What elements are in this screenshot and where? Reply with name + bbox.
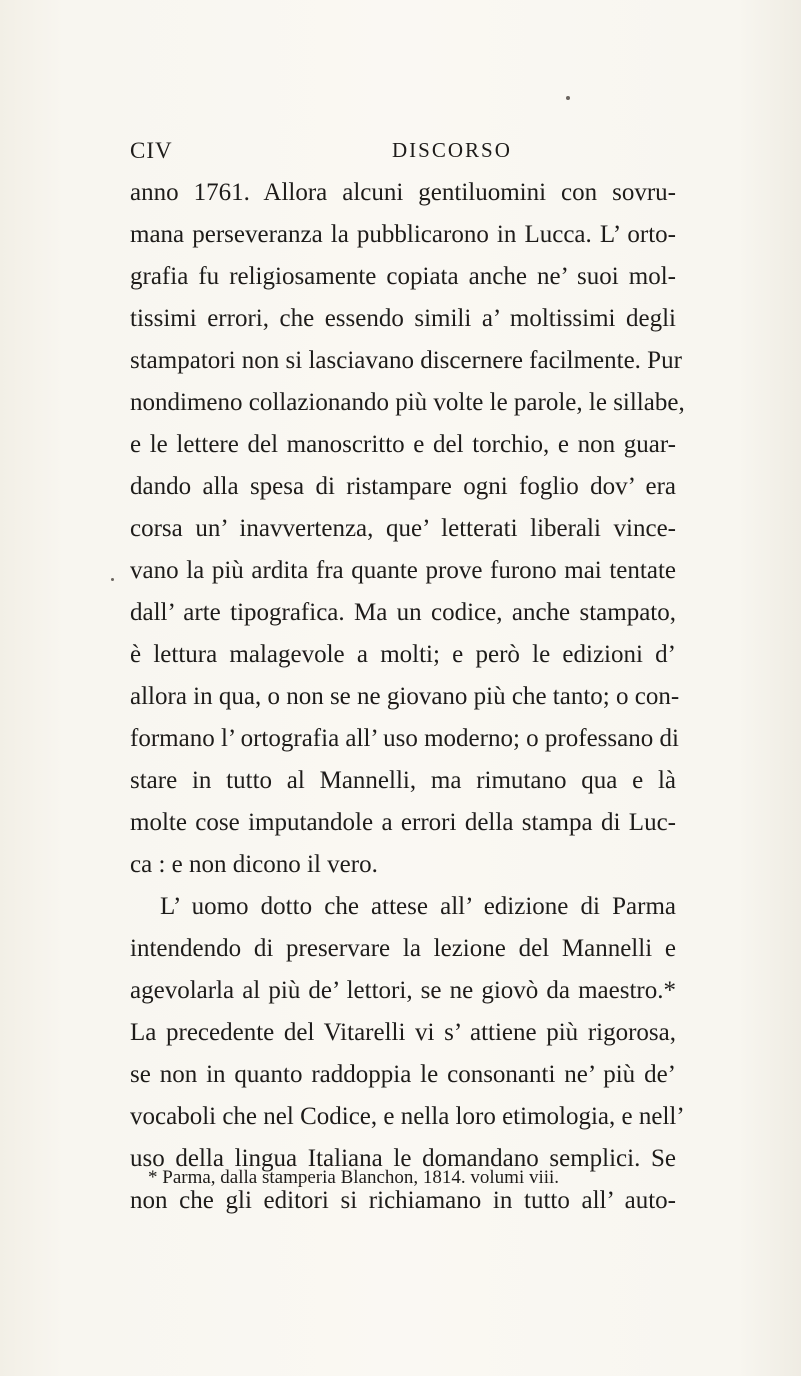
page-header	[0, 138, 801, 168]
text-line: non che gli editori si richiamano in tutto all’ auto-	[130, 1187, 676, 1214]
text-line: dando alla spesa di ristampare ogni foglio dov’ era	[130, 473, 676, 500]
text-line: anno 1761. Allora alcuni gentiluomini con sovru-	[130, 179, 676, 206]
ink-speck	[566, 96, 570, 100]
text-line: e le lettere del manoscritto e del torchio, e non guar-	[130, 431, 676, 458]
text-line: L’ uomo dotto che attese all’ edizione di Parma	[160, 893, 676, 920]
text-line: dall’ arte tipografica. Ma un codice, anche stampato,	[130, 599, 676, 626]
text-line: corsa un’ inavvertenza, que’ letterati liberali vince-	[130, 515, 676, 542]
text-line: molte cose imputandole a errori della stampa di Luc-	[130, 809, 676, 836]
text-line: vocaboli che nel Codice, e nella loro etimologia, e nell’	[130, 1103, 685, 1130]
text-line: agevolarla al più de’ lettori, se ne giovò da maestro.*	[130, 977, 676, 1004]
body-text	[130, 172, 685, 1222]
text-line: grafia fu religiosamente copiata anche ne’ suoi mol-	[130, 263, 676, 290]
text-line: stare in tutto al Mannelli, ma rimutano qua e là	[130, 767, 676, 794]
text-line: La precedente del Vitarelli vi s’ attiene più rigorosa,	[130, 1019, 676, 1046]
text-line: mana perseveranza la pubblicarono in Lucca. L’ orto-	[130, 221, 676, 248]
text-line: nondimeno collazionando più volte le parole, le sillabe,	[130, 389, 685, 416]
text-line: ca : e non dicono il vero.	[130, 851, 378, 878]
running-head: DISCORSO	[392, 138, 512, 162]
text-line: formano l’ ortografia all’ uso moderno; o professano di	[130, 725, 679, 752]
text-line: allora in qua, o non se ne giovano più che tanto; o con-	[130, 683, 680, 710]
footnote: * Parma, dalla stamperia Blanchon, 1814. volumi viii.	[148, 1167, 560, 1188]
text-line: intendendo di preservare la lezione del Mannelli e	[130, 935, 676, 962]
ink-speck	[111, 578, 114, 581]
page-number: CIV	[130, 138, 173, 163]
text-line: vano la più ardita fra quante prove furono mai tentate	[130, 557, 676, 584]
text-line: uso della lingua Italiana le domandano semplici. Se	[130, 1145, 676, 1172]
text-line: è lettura malagevole a molti; e però le edizioni d’	[130, 641, 676, 668]
text-line: tissimi errori, che essendo simili a’ moltissimi degli	[130, 305, 676, 332]
text-line: stampatori non si lasciavano discernere facilmente. Pur	[130, 347, 682, 374]
text-line: se non in quanto raddoppia le consonanti ne’ più de’	[130, 1061, 676, 1088]
